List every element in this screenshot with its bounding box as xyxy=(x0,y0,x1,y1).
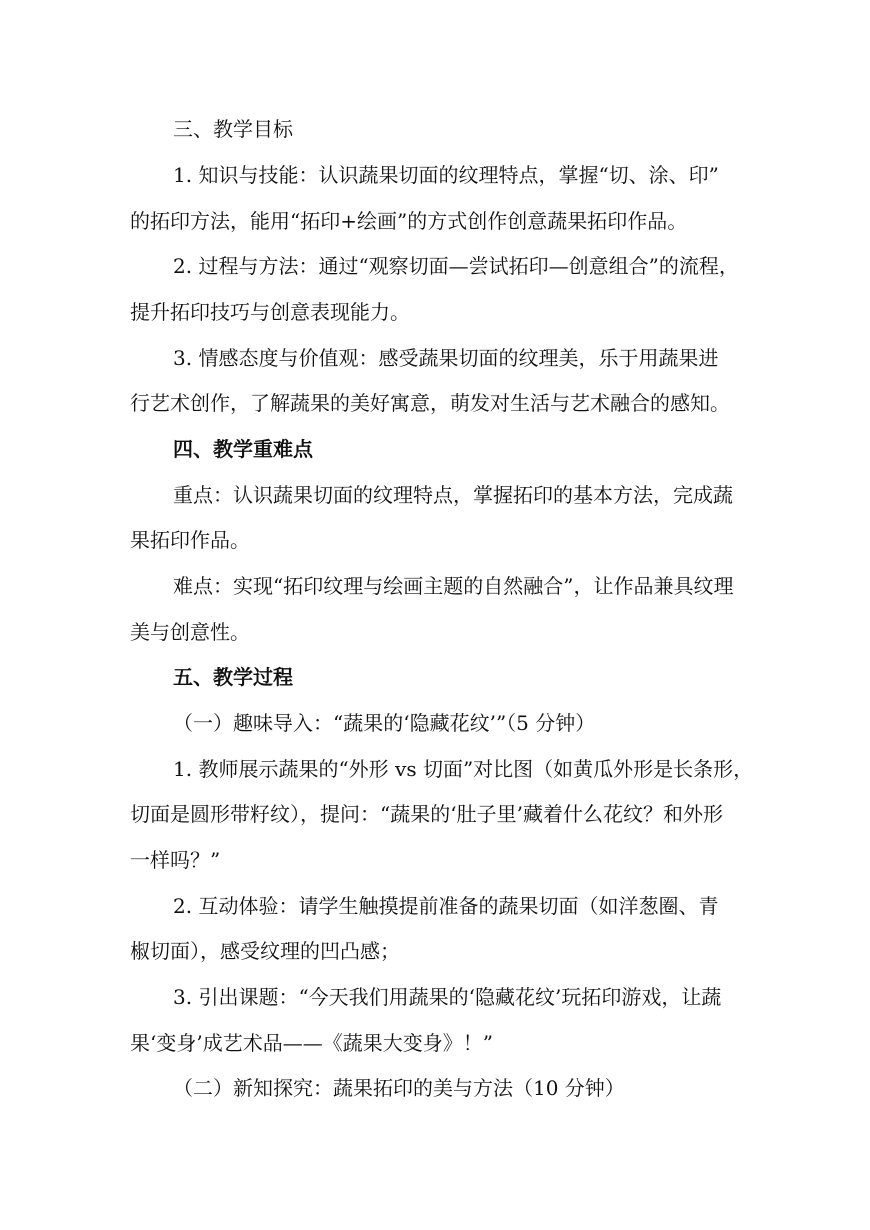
paragraph-line: 一样吗？” xyxy=(130,848,221,872)
section-heading-teaching-process: 五、教学过程 xyxy=(173,665,293,689)
subsection-heading: （二）新知探究：蔬果拓印的美与方法（10 分钟） xyxy=(173,1076,625,1100)
paragraph-line: 难点：实现“拓印纹理与绘画主题的自然融合”，让作品兼具纹理 xyxy=(173,574,734,598)
paragraph-line: 3. 引出课题：“今天我们用蔬果的‘隐藏花纹’玩拓印游戏，让蔬 xyxy=(173,985,722,1009)
section-heading-key-points: 四、教学重难点 xyxy=(173,437,313,461)
paragraph-line: 美与创意性。 xyxy=(130,620,250,644)
paragraph-line: 3. 情感态度与价值观：感受蔬果切面的纹理美，乐于用蔬果进 xyxy=(173,346,719,370)
paragraph-line: 提升拓印技巧与创意表现能力。 xyxy=(130,300,410,324)
paragraph-line: 果‘变身’成艺术品——《蔬果大变身》！” xyxy=(130,1031,493,1055)
paragraph-line: 的拓印方法，能用“拓印+绘画”的方式创作创意蔬果拓印作品。 xyxy=(130,209,688,233)
paragraph-line: 行艺术创作，了解蔬果的美好寓意，萌发对生活与艺术融合的感知。 xyxy=(130,391,730,415)
section-heading-teaching-goals: 三、教学目标 xyxy=(173,117,293,141)
paragraph-line: 切面是圆形带籽纹），提问：“蔬果的‘肚子里’藏着什么花纹？和外形 xyxy=(130,802,723,826)
paragraph-line: 椒切面），感受纹理的凹凸感； xyxy=(130,939,400,963)
subsection-heading: （一）趣味导入：“蔬果的‘隐藏花纹’”（5 分钟） xyxy=(173,711,596,735)
paragraph-line: 果拓印作品。 xyxy=(130,528,250,552)
paragraph-line: 1. 教师展示蔬果的“外形 vs 切面”对比图（如黄瓜外形是长条形， xyxy=(173,757,754,781)
paragraph-line: 重点：认识蔬果切面的纹理特点，掌握拓印的基本方法，完成蔬 xyxy=(173,483,733,507)
paragraph-line: 2. 过程与方法：通过“观察切面—尝试拓印—创意组合”的流程， xyxy=(173,254,739,278)
paragraph-line: 1. 知识与技能：认识蔬果切面的纹理特点，掌握“切、涂、印” xyxy=(173,163,719,187)
paragraph-line: 2. 互动体验：请学生触摸提前准备的蔬果切面（如洋葱圈、青 xyxy=(173,894,719,918)
